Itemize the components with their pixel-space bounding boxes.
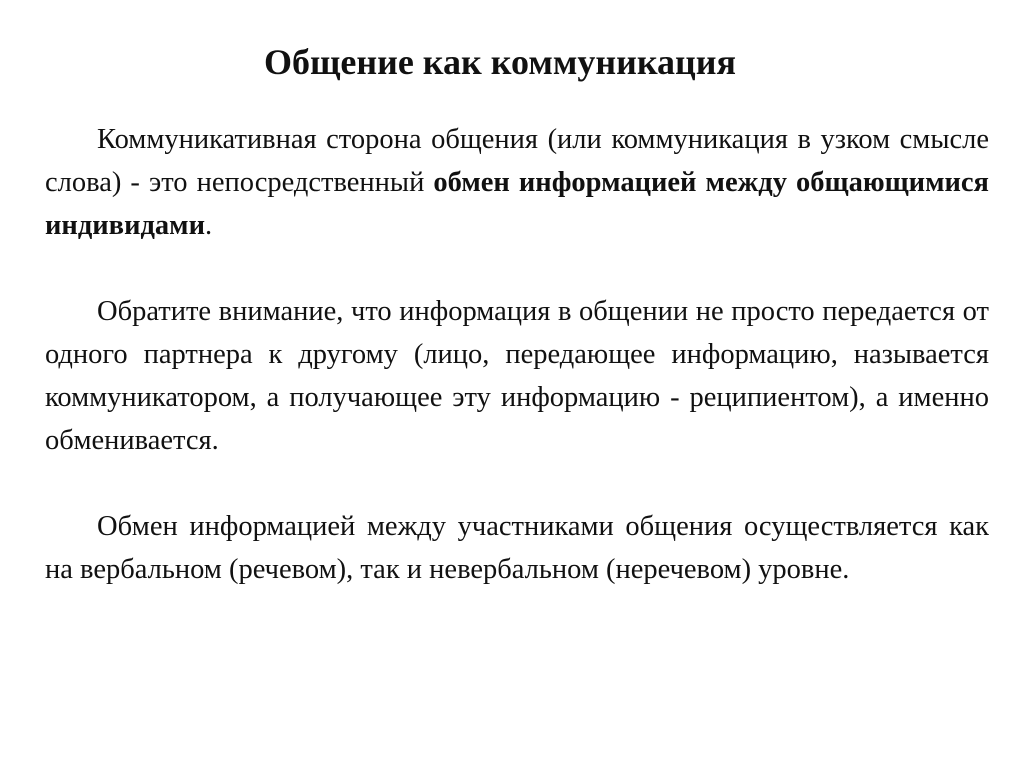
paragraph-information-exchange-note: Обратите внимание, что информация в общении не просто передается от одного партнера к другому (лицо, передающее информацию, называется коммуникатором, а получающее эту информацию - реципиентом), а именно обменивается.: [45, 296, 989, 456]
paragraph-communication-definition: [45, 118, 989, 247]
slide-body: [45, 118, 989, 591]
paragraph-1-text-before: Коммуникативная сторона общения (или коммуникация в узком смысле слова) - это непосредственный: [45, 124, 989, 198]
paragraph-verbal-nonverbal-levels: Обмен информацией между участниками общения осуществляется как на вербальном (речевом), так и невербальном (неречевом) уровне.: [45, 511, 989, 585]
paragraph-1-bold-emphasis: обмен информацией между общающимися индивидами: [45, 167, 989, 241]
paragraph-1-text-after: .: [205, 210, 213, 241]
slide-title: Общение как коммуникация: [263, 42, 737, 82]
